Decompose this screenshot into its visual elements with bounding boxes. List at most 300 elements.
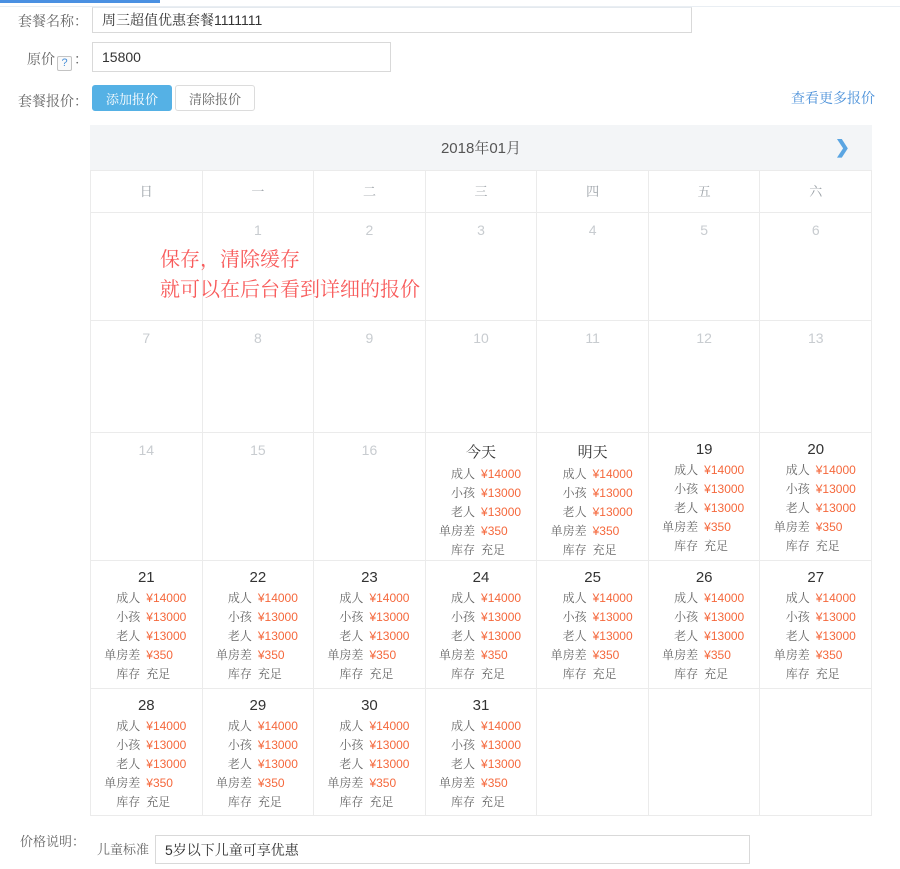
price-line-label: 单房差 [327, 776, 364, 790]
price-line-label: 库存 [227, 795, 252, 809]
active-tab-indicator [0, 0, 160, 3]
calendar-day-cell[interactable] [91, 561, 203, 689]
price-line [649, 499, 760, 518]
calendar-day-cell[interactable] [426, 433, 538, 561]
price-line-value: ¥14000 [815, 463, 856, 477]
price-line-value: ¥13000 [146, 629, 187, 643]
price-line [426, 503, 537, 522]
price-line-label: 成人 [785, 463, 810, 477]
calendar-day-cell[interactable] [426, 561, 538, 689]
date-label: 5 [700, 222, 709, 238]
calendar-day-cell[interactable] [91, 689, 203, 816]
price-line-label: 成人 [451, 719, 476, 733]
next-month-icon[interactable]: ❯ [834, 136, 850, 157]
price-line-value: ¥350 [481, 524, 508, 538]
price-line-value: ¥13000 [257, 610, 298, 624]
price-line [760, 461, 871, 480]
calendar-day-cell[interactable] [314, 689, 426, 816]
price-line-label: 小孩 [674, 610, 699, 624]
price-line-label: 老人 [451, 757, 476, 771]
calendar-day-cell [91, 213, 203, 321]
price-block [426, 465, 537, 560]
price-line-value: ¥350 [704, 520, 731, 534]
price-line [91, 646, 202, 665]
calendar-grid [90, 170, 872, 816]
price-line-value: 充足 [257, 667, 282, 681]
price-line [649, 646, 760, 665]
price-line-label: 成人 [451, 467, 476, 481]
calendar-day-cell[interactable] [426, 213, 538, 321]
price-line-value: ¥14000 [704, 591, 745, 605]
date-label: 3 [477, 222, 485, 238]
price-line [426, 608, 537, 627]
price-line [314, 755, 425, 774]
child-standard-label: 儿童标准 [97, 842, 150, 857]
annotation-line2: 就可以在后台看到详细的报价 [160, 279, 420, 301]
price-line-value: ¥14000 [146, 591, 187, 605]
price-line-label: 老人 [451, 505, 476, 519]
price-block [760, 589, 871, 684]
price-line-value: ¥14000 [704, 463, 745, 477]
price-line [760, 646, 871, 665]
price-description-label: 价格说明： [20, 834, 86, 849]
price-line [203, 646, 314, 665]
price-line [314, 774, 425, 793]
original-price-label-colon: ： [74, 51, 88, 67]
price-line-label: 单房差 [662, 648, 699, 662]
date-label: 11 [585, 330, 600, 346]
calendar-day-cell[interactable] [314, 561, 426, 689]
price-line-value: ¥13000 [369, 757, 410, 771]
price-block [203, 717, 314, 812]
price-line-label: 库存 [116, 795, 141, 809]
quote-calendar [90, 125, 872, 816]
price-line-label: 单房差 [773, 648, 810, 662]
price-block [649, 589, 760, 684]
price-line-value: ¥13000 [592, 505, 633, 519]
price-line-value: 充足 [257, 795, 282, 809]
price-line-value: ¥350 [146, 776, 173, 790]
price-line-label: 小孩 [562, 610, 587, 624]
price-line-value: ¥14000 [481, 467, 522, 481]
price-line-label: 库存 [451, 667, 476, 681]
price-line-label: 成人 [116, 591, 141, 605]
calendar-day-cell[interactable] [760, 433, 872, 561]
price-line [203, 793, 314, 812]
calendar-day-cell[interactable] [537, 321, 649, 433]
price-line-value: 充足 [815, 667, 840, 681]
price-line-label: 库存 [674, 667, 699, 681]
date-label: 25 [584, 569, 601, 586]
date-label: 29 [249, 697, 267, 714]
price-line [537, 522, 648, 541]
date-label: 2 [365, 222, 374, 238]
price-line-value: ¥13000 [146, 757, 187, 771]
price-line-value: ¥13000 [815, 501, 856, 515]
date-label: 19 [695, 441, 713, 458]
price-line-label: 老人 [674, 629, 699, 643]
price-block [203, 589, 314, 684]
price-line-value: 充足 [815, 539, 840, 553]
price-line-value: ¥13000 [257, 629, 298, 643]
price-line-label: 库存 [562, 667, 587, 681]
date-label: 明天 [577, 444, 608, 461]
price-line [426, 755, 537, 774]
date-label: 今天 [466, 444, 497, 461]
price-line-label: 成人 [227, 591, 252, 605]
price-line-label: 单房差 [439, 648, 476, 662]
package-quote-label: 套餐报价： [18, 93, 88, 109]
price-line-value: ¥13000 [815, 482, 856, 496]
price-line-value: ¥14000 [146, 719, 187, 733]
price-line-label: 成人 [116, 719, 141, 733]
price-line [314, 793, 425, 812]
price-line [203, 665, 314, 684]
price-line [426, 484, 537, 503]
price-line [426, 522, 537, 541]
price-line-label: 老人 [227, 629, 252, 643]
price-line-label: 老人 [451, 629, 476, 643]
price-line-value: ¥14000 [592, 591, 633, 605]
price-line-value: 充足 [146, 667, 171, 681]
calendar-day-cell[interactable] [426, 689, 538, 816]
price-line-label: 老人 [785, 501, 810, 515]
original-price-label [0, 49, 88, 71]
child-standard-input[interactable] [155, 835, 750, 864]
calendar-day-cell[interactable] [649, 213, 761, 321]
price-line [649, 627, 760, 646]
price-line-value: ¥350 [592, 648, 620, 662]
calendar-day-cell[interactable] [760, 561, 872, 689]
price-line-value: 充足 [704, 667, 729, 681]
price-line-label: 老人 [339, 629, 364, 643]
price-line [426, 646, 537, 665]
date-label: 6 [811, 222, 820, 238]
clear-quote-button[interactable]: 清除报价 [175, 85, 255, 111]
price-line-value: ¥14000 [592, 467, 633, 481]
calendar-day-cell[interactable] [91, 321, 203, 433]
price-line-value: 充足 [481, 543, 506, 557]
date-label: 9 [365, 330, 374, 346]
annotation-line1: 保存，清除缓存 [160, 249, 300, 271]
calendar-day-cell[interactable] [203, 689, 315, 816]
weekday-label: 日 [91, 171, 203, 213]
price-line [649, 461, 760, 480]
price-line-label: 小孩 [227, 610, 252, 624]
price-line-label: 成人 [562, 591, 587, 605]
price-line-value: 充足 [592, 667, 617, 681]
price-line-label: 老人 [116, 757, 141, 771]
price-line-label: 单房差 [773, 520, 810, 534]
price-line [203, 608, 314, 627]
price-line-value: ¥13000 [481, 629, 522, 643]
price-line-label: 单房差 [550, 648, 587, 662]
date-label: 8 [253, 330, 262, 346]
weekday-label: 五 [649, 171, 761, 213]
add-quote-button[interactable]: 添加报价 [92, 85, 172, 111]
calendar-day-cell[interactable] [203, 561, 315, 689]
price-line-label: 单房差 [104, 776, 141, 790]
price-line-label: 库存 [785, 539, 810, 553]
date-label: 20 [807, 441, 825, 458]
price-block [649, 461, 760, 556]
calendar-week-row [91, 321, 872, 433]
price-line-label: 库存 [339, 667, 364, 681]
price-line [537, 541, 648, 560]
price-line [314, 608, 425, 627]
price-line-label: 成人 [227, 719, 252, 733]
price-line-label: 库存 [451, 543, 476, 557]
calendar-day-cell[interactable] [760, 213, 872, 321]
price-line [203, 736, 314, 755]
price-line-label: 成人 [785, 591, 810, 605]
price-line-label: 老人 [674, 501, 699, 515]
price-block [426, 717, 537, 812]
calendar-day-cell[interactable] [537, 561, 649, 689]
price-line-label: 单房差 [439, 776, 476, 790]
price-line [91, 793, 202, 812]
help-icon[interactable]: ? [57, 56, 72, 71]
price-block [426, 589, 537, 684]
price-line-label: 单房差 [327, 648, 364, 662]
price-line-value: ¥13000 [592, 486, 633, 500]
price-line [426, 465, 537, 484]
price-line-label: 小孩 [562, 486, 587, 500]
price-line-value: ¥13000 [481, 505, 522, 519]
calendar-day-cell[interactable] [649, 321, 761, 433]
price-line-label: 老人 [339, 757, 364, 771]
price-line-value: 充足 [704, 539, 729, 553]
price-line [91, 717, 202, 736]
date-label: 22 [249, 569, 267, 586]
price-line-value: ¥13000 [257, 757, 298, 771]
price-line-value: ¥13000 [369, 610, 410, 624]
price-line-label: 小孩 [116, 738, 141, 752]
price-line [537, 503, 648, 522]
calendar-day-cell[interactable] [649, 433, 761, 561]
price-line-label: 小孩 [674, 482, 699, 496]
price-line [314, 665, 425, 684]
price-line [537, 589, 648, 608]
price-line [314, 589, 425, 608]
price-line-label: 成人 [339, 719, 364, 733]
price-line-label: 库存 [451, 795, 476, 809]
price-line-label: 老人 [562, 505, 587, 519]
price-line-value: ¥13000 [146, 738, 187, 752]
price-line-label: 老人 [116, 629, 141, 643]
price-line-value: ¥13000 [369, 629, 410, 643]
price-line-value: ¥350 [369, 648, 397, 662]
weekday-label: 三 [426, 171, 538, 213]
price-line-value: 充足 [481, 795, 506, 809]
calendar-day-cell[interactable] [537, 213, 649, 321]
calendar-day-cell[interactable] [649, 561, 761, 689]
price-line-value: ¥350 [369, 776, 397, 790]
price-line-label: 小孩 [339, 610, 364, 624]
price-line [203, 717, 314, 736]
price-line [91, 774, 202, 793]
price-line-value: ¥14000 [481, 591, 522, 605]
price-line [426, 627, 537, 646]
date-label: 16 [361, 442, 378, 458]
calendar-day-cell[interactable] [91, 433, 203, 561]
price-line-value: ¥14000 [369, 591, 410, 605]
price-line-value: ¥350 [815, 520, 843, 534]
price-line [426, 774, 537, 793]
price-line-label: 库存 [562, 543, 587, 557]
price-line [314, 646, 425, 665]
price-line-value: ¥13000 [704, 482, 745, 496]
date-label: 10 [473, 330, 489, 346]
date-label: 24 [472, 569, 490, 586]
calendar-month-title: 2018年01月 [440, 140, 522, 157]
price-line [203, 774, 314, 793]
date-label: 13 [807, 330, 824, 346]
weekday-header-row [91, 171, 872, 213]
view-more-quotes-link[interactable]: 查看更多报价 [791, 90, 875, 106]
weekday-label: 六 [760, 171, 872, 213]
date-label: 31 [472, 697, 490, 714]
calendar-week-row [91, 689, 872, 816]
price-line-value: ¥13000 [481, 757, 522, 771]
date-label: 23 [361, 569, 378, 586]
calendar-month-bar [90, 125, 872, 170]
price-line-value: ¥350 [481, 648, 508, 662]
price-line [537, 608, 648, 627]
date-label: 4 [588, 222, 597, 238]
price-line-label: 老人 [785, 629, 810, 643]
price-line [91, 627, 202, 646]
calendar-week-row [91, 561, 872, 689]
price-line-label: 小孩 [227, 738, 252, 752]
price-line-value: ¥13000 [592, 629, 633, 643]
price-line-label: 小孩 [339, 738, 364, 752]
price-line-value: 充足 [369, 667, 394, 681]
price-line-value: ¥13000 [704, 629, 745, 643]
price-block [760, 461, 871, 556]
price-line-label: 老人 [562, 629, 587, 643]
calendar-day-cell [537, 689, 649, 816]
calendar-day-cell[interactable] [203, 321, 315, 433]
date-label: 1 [253, 222, 262, 238]
calendar-day-cell[interactable] [203, 213, 315, 321]
price-line-value: ¥13000 [815, 629, 856, 643]
price-line [760, 537, 871, 556]
weekday-label: 二 [314, 171, 426, 213]
price-line [649, 665, 760, 684]
price-line-value: ¥13000 [704, 610, 745, 624]
calendar-day-cell[interactable] [426, 321, 538, 433]
price-line [426, 736, 537, 755]
price-line [537, 465, 648, 484]
calendar-day-cell [760, 689, 872, 816]
calendar-day-cell[interactable] [314, 433, 426, 561]
original-price-label-text: 原价 [27, 51, 55, 67]
price-line-label: 小孩 [451, 486, 476, 500]
price-line [426, 717, 537, 736]
price-line-value: ¥13000 [704, 501, 745, 515]
package-name-label: 套餐名称： [18, 13, 88, 29]
price-line-label: 单房差 [104, 648, 141, 662]
price-line-value: 充足 [481, 667, 506, 681]
price-line-value: ¥13000 [146, 610, 187, 624]
price-line [760, 480, 871, 499]
price-line [203, 755, 314, 774]
price-line [649, 589, 760, 608]
price-line [91, 755, 202, 774]
price-line [314, 717, 425, 736]
price-line-value: ¥14000 [369, 719, 410, 733]
price-line-label: 单房差 [439, 524, 476, 538]
price-line-value: ¥350 [592, 524, 620, 538]
price-line-value: ¥13000 [481, 610, 522, 624]
date-label: 7 [142, 330, 151, 346]
price-line-value: ¥350 [146, 648, 173, 662]
price-line [91, 736, 202, 755]
price-line-value: 充足 [369, 795, 394, 809]
price-line-value: ¥13000 [257, 738, 298, 752]
price-line-value: ¥13000 [481, 738, 522, 752]
price-line-label: 小孩 [451, 738, 476, 752]
date-label: 30 [361, 697, 378, 714]
price-line-label: 库存 [116, 667, 141, 681]
price-line-label: 库存 [674, 539, 699, 553]
price-line-value: ¥13000 [592, 610, 633, 624]
price-line-label: 小孩 [785, 610, 810, 624]
calendar-day-cell[interactable] [760, 321, 872, 433]
date-label: 28 [137, 697, 155, 714]
price-line [426, 589, 537, 608]
price-line [649, 537, 760, 556]
calendar-day-cell[interactable] [314, 321, 426, 433]
price-line [314, 736, 425, 755]
price-line-value: 充足 [592, 543, 617, 557]
price-line-value: ¥350 [481, 776, 508, 790]
original-price-input[interactable] [92, 42, 391, 72]
price-line [760, 665, 871, 684]
price-line-value: ¥350 [704, 648, 731, 662]
price-line-label: 成人 [562, 467, 587, 481]
price-line-label: 成人 [674, 463, 699, 477]
price-block [537, 589, 648, 684]
price-line [649, 480, 760, 499]
price-line [91, 665, 202, 684]
price-line [426, 793, 537, 812]
price-line [760, 499, 871, 518]
price-line-label: 成人 [674, 591, 699, 605]
price-line [426, 665, 537, 684]
price-line-label: 库存 [785, 667, 810, 681]
price-line-value: 充足 [146, 795, 171, 809]
calendar-week-row [91, 213, 872, 321]
weekday-label: 一 [203, 171, 315, 213]
price-line-value: ¥13000 [481, 486, 522, 500]
price-line-value: ¥350 [257, 776, 285, 790]
price-line [649, 608, 760, 627]
price-line [760, 518, 871, 537]
price-block [314, 589, 425, 684]
calendar-day-cell[interactable] [203, 433, 315, 561]
price-line [649, 518, 760, 537]
package-name-input[interactable] [92, 7, 692, 33]
price-line [203, 589, 314, 608]
price-line-value: ¥13000 [369, 738, 410, 752]
date-label: 12 [696, 330, 712, 346]
date-label: 27 [807, 569, 825, 586]
calendar-day-cell[interactable] [314, 213, 426, 321]
calendar-day-cell[interactable] [537, 433, 649, 561]
price-line-label: 小孩 [116, 610, 141, 624]
